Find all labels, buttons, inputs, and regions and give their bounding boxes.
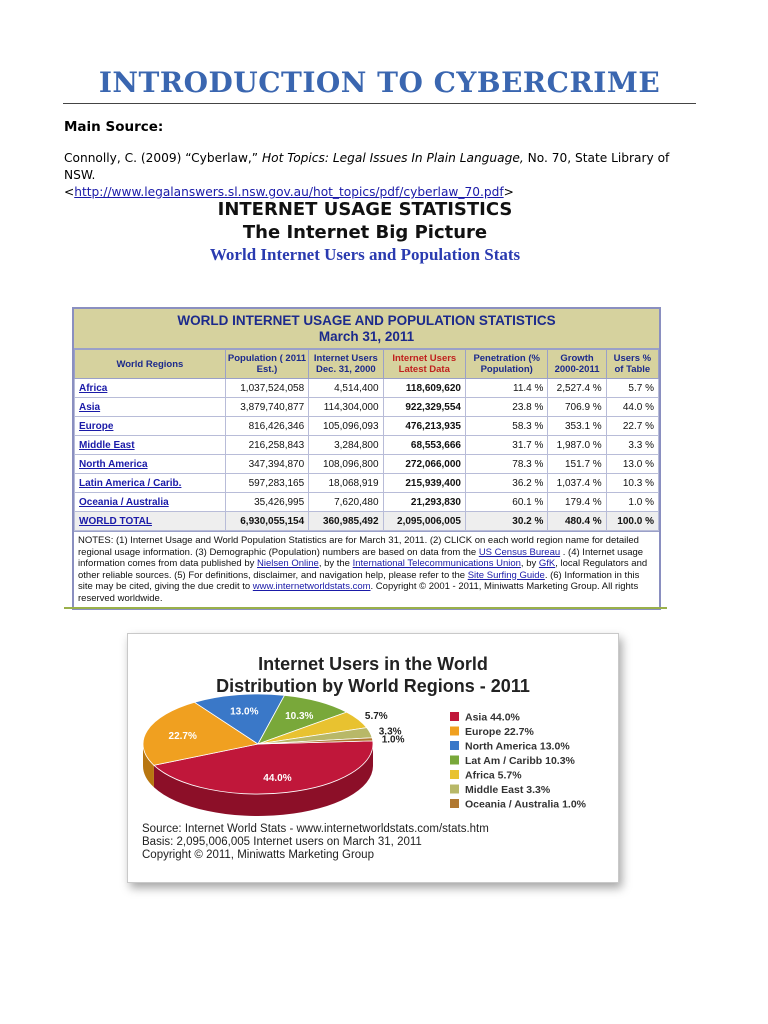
region-link[interactable]: WORLD TOTAL (75, 512, 226, 531)
stats-table-title-line1: WORLD INTERNET USAGE AND POPULATION STATISTICS (177, 313, 556, 328)
table-cell: 10.3 % (606, 474, 658, 493)
stats-table-panel (72, 307, 661, 610)
table-cell: 114,304,000 (309, 398, 383, 417)
legend-label: Middle East 3.3% (465, 784, 551, 796)
title-divider (63, 103, 696, 104)
citation-series: Hot Topics: Legal Issues In Plain Language, (262, 151, 524, 165)
stats-heading: INTERNET USAGE STATISTICS (217, 199, 513, 220)
table-cell: 816,426,346 (225, 417, 308, 436)
table-cell: 31.7 % (465, 436, 547, 455)
table-cell: 22.7 % (606, 417, 658, 436)
table-cell: 1,037.4 % (548, 474, 606, 493)
table-cell: 44.0 % (606, 398, 658, 417)
stats-table-title (74, 309, 659, 349)
notes-link-site[interactable]: www.internetworldstats.com (252, 581, 371, 592)
table-cell: 3,284,800 (309, 436, 383, 455)
col-header: Growth 2000-2011 (548, 350, 606, 379)
table-cell: 6,930,055,154 (225, 512, 308, 531)
table-row (75, 455, 659, 474)
legend-label: Oceania / Australia 1.0% (465, 798, 587, 811)
table-total-row (75, 512, 659, 531)
table-cell: 3,879,740,877 (225, 398, 308, 417)
notes-text: . Copyright © 2001 - 2011, Miniwatts Marketing Group. All rights reserved worldwide. (78, 581, 639, 604)
table-row (75, 436, 659, 455)
notes-text: NOTES: (1) Internet Usage and World Population Statistics are for March 31, 2011. (2) CLICK on each world region name for detailed regional usage information. (3) Demographic (Population) numbers are based on data from the (78, 535, 639, 558)
table-cell: 480.4 % (548, 512, 606, 531)
table-cell: 4,514,400 (309, 379, 383, 398)
chart-source-line: Copyright © 2011, Miniwatts Marketing Group (142, 849, 374, 861)
notes-text: , by the (318, 558, 353, 569)
pie-slice-label: 10.3% (285, 711, 314, 723)
notes-link-guide[interactable]: Site Surfing Guide (467, 569, 545, 581)
table-cell: 11.4 % (465, 379, 547, 398)
pie-slice-label: 3.3% (378, 726, 402, 738)
region-link[interactable]: North America (75, 455, 226, 474)
legend-label: Lat Am / Caribb 10.3% (465, 755, 575, 767)
citation (64, 150, 704, 201)
notes-text: . (6) Information in this site may be cited, giving the due credit to (78, 569, 640, 592)
pie-slice-label: 1.0% (381, 734, 405, 746)
table-cell: 151.7 % (548, 455, 606, 474)
notes-link-gfk[interactable]: GfK (538, 558, 556, 569)
main-source-label: Main Source: (64, 119, 164, 135)
legend-swatch (450, 727, 459, 736)
legend-swatch (450, 712, 459, 721)
chart-title: Internet Users in the World (258, 654, 488, 674)
pie-slice-label: 22.7% (168, 730, 197, 742)
table-cell: 5.7 % (606, 379, 658, 398)
citation-close-bracket: > (503, 185, 514, 199)
table-cell: 30.2 % (465, 512, 547, 531)
table-cell: 360,985,492 (309, 512, 383, 531)
table-cell: 108,096,800 (309, 455, 383, 474)
table-cell: 2,527.4 % (548, 379, 606, 398)
region-link[interactable]: Asia (75, 398, 226, 417)
notes-text: , by (520, 558, 539, 569)
pie-slice-label: 44.0% (263, 772, 292, 784)
notes-text: , local Regulators and other reliable sources. (5) For definitions, disclaimer, and navigation help, please refer to the (78, 558, 648, 581)
legend-label: Europe 22.7% (465, 726, 534, 738)
table-cell: 105,096,093 (309, 417, 383, 436)
col-header: World Regions (75, 350, 226, 379)
legend-swatch (450, 756, 459, 765)
table-cell: 3.3 % (606, 436, 658, 455)
legend-swatch (450, 770, 459, 779)
table-header-row (75, 350, 659, 379)
table-cell: 179.4 % (548, 493, 606, 512)
document-title: INTRODUCTION TO CYBERCRIME (98, 66, 661, 99)
section-divider (64, 607, 667, 609)
table-cell: 100.0 % (606, 512, 658, 531)
table-row (75, 474, 659, 493)
table-cell: 476,213,935 (383, 417, 465, 436)
table-cell: 272,066,000 (383, 455, 465, 474)
table-notes (74, 531, 659, 608)
notes-link-itu[interactable]: International Telecommunications Union (352, 558, 521, 569)
table-cell: 1.0 % (606, 493, 658, 512)
table-cell: 706.9 % (548, 398, 606, 417)
table-cell: 35,426,995 (225, 493, 308, 512)
stats-subtitle: World Internet Users and Population Stats (209, 245, 521, 264)
table-cell: 118,609,620 (383, 379, 465, 398)
table-cell: 1,037,524,058 (225, 379, 308, 398)
table-cell: 347,394,870 (225, 455, 308, 474)
table-cell: 353.1 % (548, 417, 606, 436)
table-cell: 60.1 % (465, 493, 547, 512)
table-cell: 13.0 % (606, 455, 658, 474)
legend-swatch (450, 741, 459, 750)
legend-swatch (450, 799, 459, 808)
region-link[interactable]: Latin America / Carib. (75, 474, 226, 493)
region-link[interactable]: Africa (75, 379, 226, 398)
table-cell: 21,293,830 (383, 493, 465, 512)
pie-slice-label: 13.0% (230, 706, 259, 718)
table-row (75, 493, 659, 512)
pie-slice-label: 5.7% (364, 711, 388, 723)
stats-table-title-line2: March 31, 2011 (318, 329, 415, 344)
table-row (75, 379, 659, 398)
citation-author: Connolly, C. (2009) “Cyberlaw,” (64, 151, 262, 165)
chart-subtitle: Distribution by World Regions - 2011 (216, 676, 530, 696)
col-header: Population ( 2011 Est.) (225, 350, 308, 379)
table-cell: 23.8 % (465, 398, 547, 417)
table-cell: 1,987.0 % (548, 436, 606, 455)
table-row (75, 417, 659, 436)
region-link[interactable]: Europe (75, 417, 226, 436)
region-link[interactable]: Oceania / Australia (75, 493, 226, 512)
col-header: Penetration (% Population) (465, 350, 547, 379)
table-cell: 7,620,480 (309, 493, 383, 512)
legend-label: Africa 5.7% (465, 769, 522, 782)
stats-table (74, 349, 659, 531)
citation-rest: No. 70, State Library of NSW. (64, 151, 670, 182)
table-cell: 215,939,400 (383, 474, 465, 493)
table-cell: 216,258,843 (225, 436, 308, 455)
notes-link-nielsen[interactable]: Nielsen Online (257, 558, 319, 569)
notes-link-census[interactable]: US Census Bureau (478, 546, 561, 558)
legend-label: Asia 44.0% (465, 711, 520, 724)
table-cell: 18,068,919 (309, 474, 383, 493)
table-cell: 78.3 % (465, 455, 547, 474)
notes-text: . (4) Internet usage information comes from data published by (78, 546, 644, 569)
citation-open-bracket: < (64, 185, 75, 199)
col-header: Users % of Table (606, 350, 658, 379)
table-cell: 68,553,666 (383, 436, 465, 455)
citation-link[interactable]: http://www.legalanswers.sl.nsw.gov.au/hot_topics/pdf/cyberlaw_70.pdf (74, 185, 504, 199)
chart-source-line: Basis: 2,095,006,005 Internet users on March 31, 2011 (142, 836, 422, 848)
table-cell: 58.3 % (465, 417, 547, 436)
table-cell: 36.2 % (465, 474, 547, 493)
chart-source-line: Source: Internet World Stats - www.internetworldstats.com/stats.htm (142, 823, 489, 835)
table-cell: 597,283,165 (225, 474, 308, 493)
table-row (75, 398, 659, 417)
col-header: Internet Users Dec. 31, 2000 (309, 350, 383, 379)
pie-chart-figure (127, 633, 619, 883)
region-link[interactable]: Middle East (75, 436, 226, 455)
table-cell: 2,095,006,005 (383, 512, 465, 531)
stats-subheading: The Internet Big Picture (242, 222, 488, 243)
table-cell: 922,329,554 (383, 398, 465, 417)
legend-label: North America 13.0% (465, 740, 570, 753)
legend-swatch (450, 785, 459, 794)
col-header: Internet Users Latest Data (383, 350, 465, 379)
